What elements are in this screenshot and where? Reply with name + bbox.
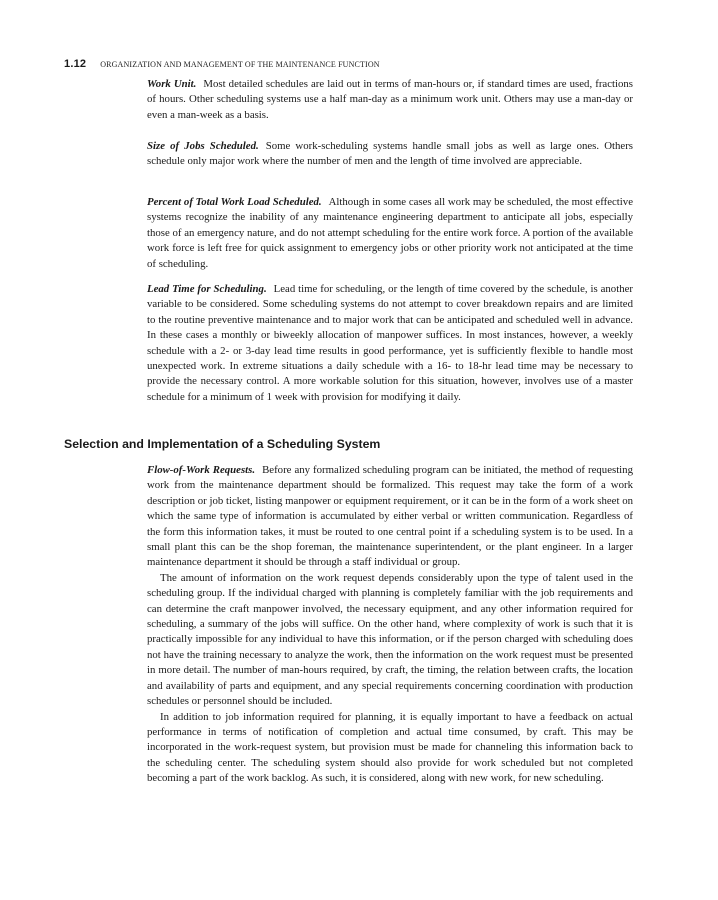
paragraph-size-of-jobs: [147, 139, 633, 170]
paragraph-text: Although in some cases all work may be scheduled, the most effective systems recognize the inability of any maintenance engineering department to anticipate all jobs, especially those of an emergency nature, and do not attempt scheduling for the entire work force. A portion of the available work force is left free for quick assignment to emergency jobs or other priority work not anticipated at the time of scheduling.: [147, 196, 633, 270]
paragraph-feedback: In addition to job information required for planning, it is equally important to have a feedback on actual performance in terms of notification of completion and actual time consumed, by craft. This may be incorporated in the work-request system, but provision must be made for channeling this information back to the scheduling center. The scheduling system should also provide for work scheduled but not completed becoming a part of the work backlog. As such, it is considered, along with new work, for new scheduling.: [147, 710, 633, 785]
run-in-heading: Flow-of-Work Requests.: [147, 464, 256, 476]
paragraph-text: Most detailed schedules are laid out in terms of man-hours or, if standard times are used, fractions of hours. Other scheduling systems use a half man-day as a minimum work unit. Others may use a man-day or even a man-week as a basis.: [147, 78, 634, 121]
running-head-title: ORGANIZATION AND MANAGEMENT OF THE MAINTENANCE FUNCTION: [100, 60, 380, 69]
section-heading: Selection and Implementation of a Scheduling System: [64, 437, 381, 451]
running-head: [64, 54, 380, 68]
paragraph-percent-work-load: [147, 195, 633, 272]
run-in-heading: Work Unit.: [147, 78, 197, 90]
paragraph-flow-of-work: [147, 463, 633, 571]
page-number: 1.12: [64, 58, 87, 70]
paragraph-text: Before any formalized scheduling program can be initiated, the method of requesting work from the maintenance department should be formalized. This request may take the form of a work description or job ticket, listing manpower or equipment requirement, or it can be in the form of a work sheet on which the same type of information is accumulated by either verbal or written communication. Regardless of the form this information takes, it must be routed to one central point if a scheduling system is to be used. In a small plant this can be the shop foreman, the maintenance superintendent, or the plant engineer. In a larger maintenance department it should be through a staff individual or group.: [147, 464, 633, 569]
paragraph-information-amount: The amount of information on the work request depends considerably upon the type of talent used in the scheduling group. If the individual charged with planning is completely familiar with the job requirements and can determine the craft manpower involved, the necessary equipment, and any other information required for scheduling, a summary of the jobs will suffice. On the other hand, where complexity of work is such that it is practically impossible for any individual to have this information, or if the person charged with scheduling does not have the training necessary to analyze the work, then the information on the work request must be presented in more detail. The number of man-hours required, by craft, the timing, the relation between crafts, the location and availability of parts and equipment, and any special requirements concerning coordination with production schedules or personnel should be included.: [147, 571, 633, 708]
paragraph-text: Lead time for scheduling, or the length of time covered by the schedule, is another variable to be considered. Some scheduling systems do not attempt to cover breakdown repairs and are limited to the routine preventive maintenance and to major work that can be anticipated and scheduled well in advance. In these cases a monthly or biweekly allocation of manpower suffices. In most instances, however, a weekly schedule with a 2- or 3-day lead time results in good performance, yet is sufficiently flexible to handle most unexpected work. In extreme situations a daily schedule with a 16- to 18-hr lead time may be necessary to provide the necessary control. A more workable solution for this situation, however, involves use of a master schedule for a minimum of 1 week with provision for modifying it daily.: [147, 283, 633, 403]
paragraph-work-unit: [147, 77, 633, 123]
run-in-heading: Size of Jobs Scheduled.: [147, 140, 259, 152]
section-body: [147, 463, 633, 787]
paragraph-text: Some work-scheduling systems handle small jobs as well as large ones. Others schedule only major work where the number of men and the length of time involved are appreciable.: [147, 140, 633, 168]
run-in-heading: Percent of Total Work Load Scheduled.: [147, 196, 322, 208]
paragraph-lead-time: [147, 282, 633, 405]
run-in-heading: Lead Time for Scheduling.: [147, 283, 267, 295]
